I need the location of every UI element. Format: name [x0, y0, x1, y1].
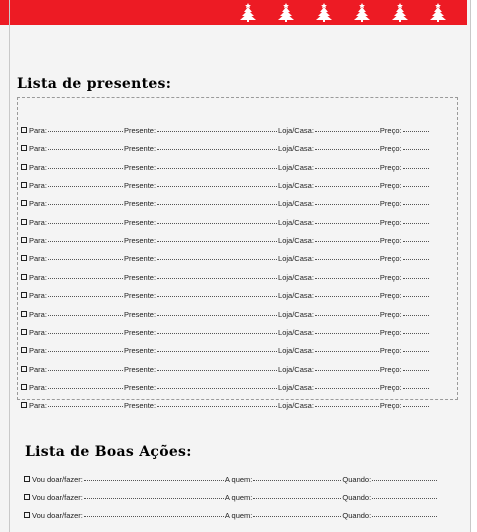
- fill-in-line[interactable]: [157, 351, 277, 352]
- fill-in-line[interactable]: [48, 223, 123, 224]
- field-label: Presente:: [123, 144, 157, 154]
- good_deeds_list-row: [24, 508, 462, 520]
- gift_list-row: [21, 270, 453, 282]
- fill-in-line[interactable]: [253, 498, 341, 499]
- field-label: Preço:: [379, 291, 402, 301]
- field-label: Loja/Casa:: [278, 327, 314, 337]
- field-label: Preço:: [379, 162, 402, 172]
- fill-in-line[interactable]: [403, 351, 429, 352]
- fill-in-line[interactable]: [48, 204, 123, 205]
- fill-in-line[interactable]: [403, 204, 429, 205]
- field-label: Para:: [29, 162, 47, 172]
- fill-in-line[interactable]: [48, 259, 123, 260]
- checkbox-icon[interactable]: [24, 476, 30, 482]
- field-label: Presente:: [123, 346, 157, 356]
- fill-in-line[interactable]: [315, 278, 379, 279]
- field-label: Preço:: [379, 401, 402, 411]
- page-gutter: [471, 0, 477, 532]
- fill-in-line[interactable]: [253, 516, 341, 517]
- field-label: Preço:: [379, 254, 402, 264]
- fill-in-line[interactable]: [403, 333, 429, 334]
- gift_list-row: [21, 233, 453, 245]
- gift_list-row: [21, 123, 453, 135]
- field-label: Presente:: [123, 309, 157, 319]
- gift_list-row: [21, 196, 453, 208]
- fill-in-line[interactable]: [315, 388, 379, 389]
- fill-in-line[interactable]: [403, 370, 429, 371]
- field-label: Para:: [29, 181, 47, 191]
- checkbox-icon[interactable]: [21, 292, 27, 298]
- checkbox-icon[interactable]: [21, 237, 27, 243]
- fill-in-line[interactable]: [48, 278, 123, 279]
- fill-in-line[interactable]: [315, 296, 379, 297]
- fill-in-line[interactable]: [157, 168, 277, 169]
- fill-in-line[interactable]: [157, 186, 277, 187]
- field-label: Loja/Casa:: [278, 217, 314, 227]
- christmas-tree-icon: [428, 2, 448, 22]
- fill-in-line[interactable]: [315, 406, 379, 407]
- gift_list-row: [21, 398, 453, 410]
- fill-in-line[interactable]: [315, 168, 379, 169]
- christmas-tree-icon: [238, 2, 258, 22]
- fill-in-line[interactable]: [372, 516, 437, 517]
- field-label: Para:: [29, 327, 47, 337]
- fill-in-line[interactable]: [403, 131, 429, 132]
- fill-in-line[interactable]: [157, 370, 277, 371]
- field-label: Presente:: [123, 126, 157, 135]
- fill-in-line[interactable]: [48, 388, 123, 389]
- fill-in-line[interactable]: [315, 370, 379, 371]
- christmas-tree-icon: [352, 2, 372, 22]
- checkbox-icon[interactable]: [21, 384, 27, 390]
- field-label: Vou doar/fazer:: [32, 511, 83, 520]
- field-label: Loja/Casa:: [278, 236, 314, 246]
- christmas-tree-icon: [314, 2, 334, 22]
- field-label: Para:: [29, 199, 47, 209]
- checkbox-icon[interactable]: [21, 164, 27, 170]
- checkbox-icon[interactable]: [21, 200, 27, 206]
- gift_list-row: [21, 325, 453, 337]
- fill-in-line[interactable]: [315, 204, 379, 205]
- checkbox-icon[interactable]: [21, 145, 27, 151]
- gift_list-row: [21, 288, 453, 300]
- fill-in-line[interactable]: [403, 315, 429, 316]
- fill-in-line[interactable]: [403, 259, 429, 260]
- fill-in-line[interactable]: [48, 296, 123, 297]
- checkbox-icon[interactable]: [21, 366, 27, 372]
- fill-in-line[interactable]: [403, 406, 429, 407]
- fill-in-line[interactable]: [84, 480, 224, 481]
- good_deeds_list-row: [24, 490, 462, 502]
- field-label: Loja/Casa:: [278, 364, 314, 374]
- fill-in-line[interactable]: [157, 333, 277, 334]
- field-label: Presente:: [123, 217, 157, 227]
- field-label: Para:: [29, 291, 47, 301]
- field-label: Loja/Casa:: [278, 144, 314, 154]
- field-label: Loja/Casa:: [278, 346, 314, 356]
- gift_list-row: [21, 343, 453, 355]
- fill-in-line[interactable]: [157, 388, 277, 389]
- field-label: Para:: [29, 401, 47, 411]
- fill-in-line[interactable]: [84, 516, 224, 517]
- gift_list-row: [21, 251, 453, 263]
- field-label: Preço:: [379, 364, 402, 374]
- field-label: Para:: [29, 144, 47, 154]
- fill-in-line[interactable]: [315, 223, 379, 224]
- fill-in-line[interactable]: [315, 259, 379, 260]
- fill-in-line[interactable]: [403, 278, 429, 279]
- field-label: Presente:: [123, 327, 157, 337]
- field-label: A quem:: [224, 493, 253, 502]
- christmas-tree-icon: [390, 2, 410, 22]
- fill-in-line[interactable]: [315, 333, 379, 334]
- fill-in-line[interactable]: [48, 168, 123, 169]
- field-label: Loja/Casa:: [278, 254, 314, 264]
- field-label: Presente:: [123, 401, 157, 411]
- field-label: Loja/Casa:: [278, 199, 314, 209]
- fill-in-line[interactable]: [315, 186, 379, 187]
- field-label: Quando:: [342, 475, 372, 484]
- christmas-tree-icon: [276, 2, 296, 22]
- field-label: Preço:: [379, 272, 402, 282]
- field-label: Presente:: [123, 181, 157, 191]
- fill-in-line[interactable]: [315, 241, 379, 242]
- christmas-tree-row: [238, 2, 448, 22]
- field-label: Loja/Casa:: [278, 309, 314, 319]
- fill-in-line[interactable]: [157, 296, 277, 297]
- fill-in-line[interactable]: [48, 131, 123, 132]
- gift_list-row: [21, 380, 453, 392]
- field-label: A quem:: [224, 475, 253, 484]
- field-label: Para:: [29, 364, 47, 374]
- field-label: Preço:: [379, 199, 402, 209]
- field-label: Loja/Casa:: [278, 126, 314, 135]
- fill-in-line[interactable]: [372, 498, 437, 499]
- gift_list-row: [21, 215, 453, 227]
- field-label: Para:: [29, 382, 47, 392]
- field-label: Quando:: [342, 511, 372, 520]
- field-label: Loja/Casa:: [278, 401, 314, 411]
- fill-in-line[interactable]: [157, 259, 277, 260]
- fill-in-line[interactable]: [315, 131, 379, 132]
- gift_list-row: [21, 178, 453, 190]
- fill-in-line[interactable]: [403, 388, 429, 389]
- fill-in-line[interactable]: [48, 351, 123, 352]
- field-label: Presente:: [123, 291, 157, 301]
- field-label: Preço:: [379, 382, 402, 392]
- fill-in-line[interactable]: [48, 186, 123, 187]
- field-label: Loja/Casa:: [278, 382, 314, 392]
- field-label: Preço:: [379, 181, 402, 191]
- header-bar: [0, 0, 467, 25]
- checkbox-icon[interactable]: [21, 311, 27, 317]
- checkbox-icon[interactable]: [21, 347, 27, 353]
- fill-in-line[interactable]: [315, 351, 379, 352]
- field-label: Presente:: [123, 382, 157, 392]
- field-label: Presente:: [123, 199, 157, 209]
- field-label: Para:: [29, 309, 47, 319]
- fill-in-line[interactable]: [157, 149, 277, 150]
- field-label: Vou doar/fazer:: [32, 493, 83, 502]
- fill-in-line[interactable]: [48, 370, 123, 371]
- fill-in-line[interactable]: [403, 223, 429, 224]
- checkbox-icon[interactable]: [24, 512, 30, 518]
- fill-in-line[interactable]: [315, 149, 379, 150]
- field-label: Loja/Casa:: [278, 291, 314, 301]
- field-label: Presente:: [123, 254, 157, 264]
- fill-in-line[interactable]: [48, 406, 123, 407]
- field-label: Quando:: [342, 493, 372, 502]
- field-label: Loja/Casa:: [278, 272, 314, 282]
- fill-in-line[interactable]: [157, 204, 277, 205]
- fill-in-line[interactable]: [372, 480, 437, 481]
- fill-in-line[interactable]: [403, 168, 429, 169]
- fill-in-line[interactable]: [157, 131, 277, 132]
- fill-in-line[interactable]: [403, 296, 429, 297]
- field-label: Preço:: [379, 346, 402, 356]
- fill-in-line[interactable]: [315, 315, 379, 316]
- fill-in-line[interactable]: [253, 480, 341, 481]
- fill-in-line[interactable]: [48, 333, 123, 334]
- checkbox-icon[interactable]: [21, 219, 27, 225]
- field-label: Para:: [29, 217, 47, 227]
- fill-in-line[interactable]: [157, 278, 277, 279]
- checkbox-icon[interactable]: [21, 329, 27, 335]
- good_deeds_list-row: [24, 472, 462, 484]
- fill-in-line[interactable]: [48, 149, 123, 150]
- field-label: A quem:: [224, 511, 253, 520]
- fill-in-line[interactable]: [157, 406, 277, 407]
- field-label: Vou doar/fazer:: [32, 475, 83, 484]
- fill-in-line[interactable]: [157, 223, 277, 224]
- fill-in-line[interactable]: [48, 241, 123, 242]
- field-label: Para:: [29, 254, 47, 264]
- field-label: Preço:: [379, 327, 402, 337]
- fill-in-line[interactable]: [157, 241, 277, 242]
- field-label: Para:: [29, 346, 47, 356]
- field-label: Preço:: [379, 126, 402, 135]
- gift_list-row: [21, 160, 453, 172]
- fill-in-line[interactable]: [48, 315, 123, 316]
- field-label: Loja/Casa:: [278, 162, 314, 172]
- checkbox-icon[interactable]: [21, 402, 27, 408]
- checkbox-icon[interactable]: [24, 494, 30, 500]
- fill-in-line[interactable]: [403, 149, 429, 150]
- field-label: Preço:: [379, 309, 402, 319]
- field-label: Preço:: [379, 236, 402, 246]
- field-label: Para:: [29, 126, 47, 135]
- field-label: Preço:: [379, 217, 402, 227]
- field-label: Presente:: [123, 364, 157, 374]
- page-left-border: [9, 0, 10, 532]
- field-label: Presente:: [123, 272, 157, 282]
- fill-in-line[interactable]: [157, 315, 277, 316]
- fill-in-line[interactable]: [403, 186, 429, 187]
- checkbox-icon[interactable]: [21, 255, 27, 261]
- fill-in-line[interactable]: [84, 498, 224, 499]
- gift_list-row: [21, 141, 453, 153]
- field-label: Para:: [29, 272, 47, 282]
- field-label: Presente:: [123, 162, 157, 172]
- gift-list-heading: Lista de presentes:: [17, 76, 172, 92]
- gift_list-row: [21, 307, 453, 319]
- gift_list-row: [21, 362, 453, 374]
- checkbox-icon[interactable]: [21, 127, 27, 133]
- field-label: Presente:: [123, 236, 157, 246]
- checkbox-icon[interactable]: [21, 182, 27, 188]
- good-deeds-heading: Lista de Boas Ações:: [25, 444, 192, 460]
- field-label: Loja/Casa:: [278, 181, 314, 191]
- fill-in-line[interactable]: [403, 241, 429, 242]
- field-label: Preço:: [379, 144, 402, 154]
- checkbox-icon[interactable]: [21, 274, 27, 280]
- field-label: Para:: [29, 236, 47, 246]
